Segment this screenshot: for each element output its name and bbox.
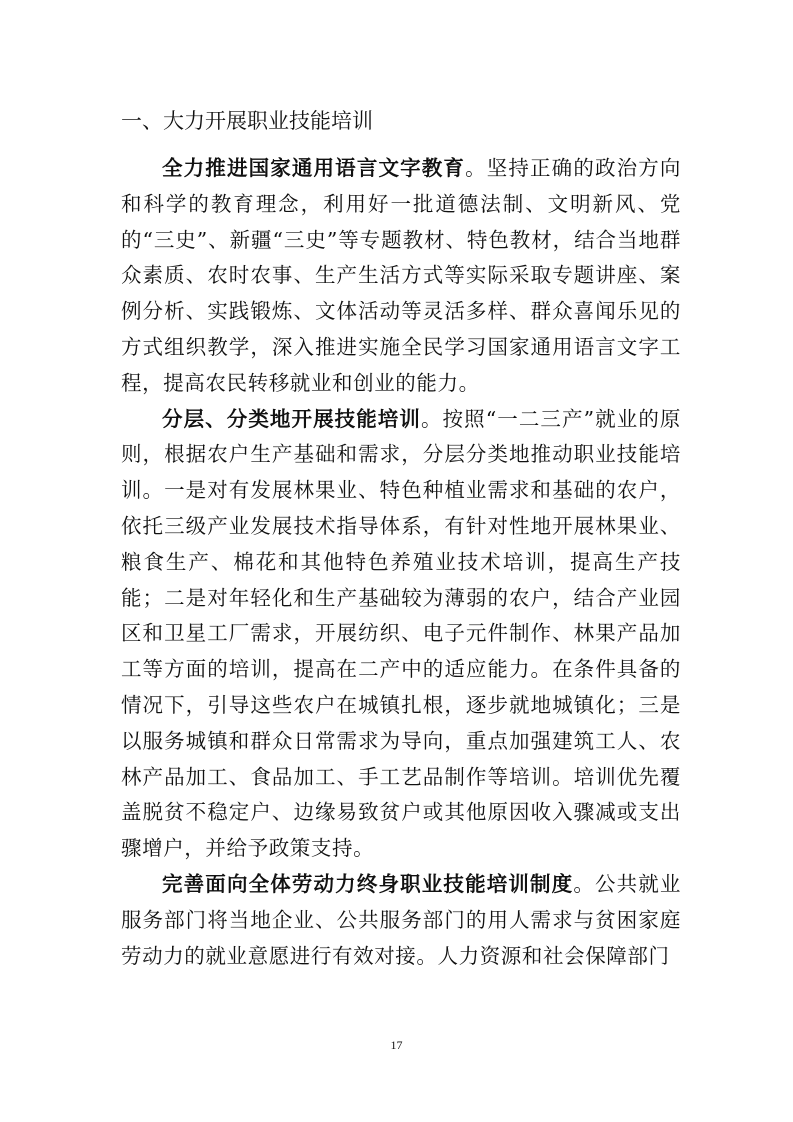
paragraph-lead: 完善面向全体劳动力终身职业技能培训制度 <box>162 871 574 896</box>
page-number: 17 <box>390 1038 403 1052</box>
body-text <box>121 151 681 974</box>
paragraph-body: 。坚持正确的政治方向和科学的教育理念，利用好一批道德法制、文明新风、党的“三史”、新疆“三史”等专题教材、特色教材，结合当地群众素质、农时农事、生产生活方式等实际采取专题讲座、案例分析、实践锻炼、文体活动等灵活多样、群众喜闻乐见的方式组织教学，深入推进实施全民学习国家通用语言文字工程，提高农民转移就业和创业的能力。 <box>121 156 682 395</box>
section-heading: 一、大力开展职业技能培训 <box>121 109 373 133</box>
paragraph-lead: 全力推进国家通用语言文字教育 <box>162 156 466 180</box>
paragraph-mandarin-education <box>121 151 681 402</box>
paragraph-body: 。公共就业服务部门将当地企业、公共服务部门的用人需求与贫困家庭劳动力的就业意愿进行有效对接。人力资源和社会保障部门 <box>121 871 682 968</box>
paragraph-lead: 分层、分类地开展技能培训 <box>162 406 421 431</box>
paragraph-tiered-training <box>121 402 681 867</box>
paragraph-lifelong-training <box>121 867 681 974</box>
paragraph-body: 。按照“一二三产”就业的原则，根据农户生产基础和需求，分层分类地推动职业技能培训。一是对有发展林果业、特色种植业需求和基础的农户，依托三级产业发展技术指导体系，有针对性地开展林果业、粮食生产、棉花和其他特色养殖业技术培训，提高生产技能；二是对年轻化和生产基础较为薄弱的农户，结合产业园区和卫星工厂需求，开展纺织、电子元件制作、林果产品加工等方面的培训，提高在二产中的适应能力。在条件具备的情况下，引导这些农户在城镇扎根，逐步就地城镇化；三是以服务城镇和群众日常需求为导向，重点加强建筑工人、农林产品加工、食品加工、手工艺品制作等培训。培训优先覆盖脱贫不稳定户、边缘易致贫户或其他原因收入骤减或支出骤增户，并给予政策支持。 <box>121 406 681 861</box>
